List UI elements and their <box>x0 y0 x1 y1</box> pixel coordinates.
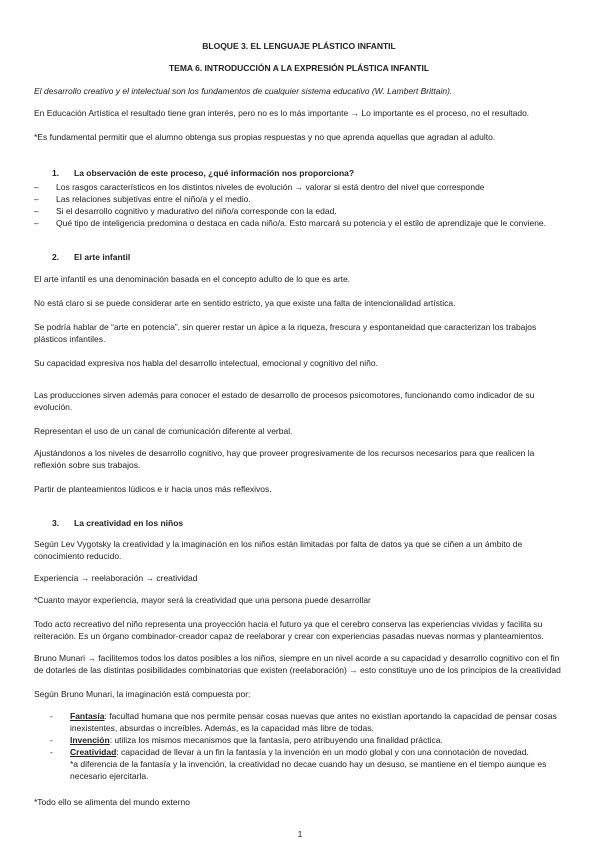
topic-title: TEMA 6. INTRODUCCIÓN A LA EXPRESIÓN PLÁSTICA INFANTIL <box>168 63 430 73</box>
paragraph: Partir de planteamientos lúdicos e ir hacia unos más reflexivos. <box>34 484 272 494</box>
block-title: BLOQUE 3. EL LENGUAJE PLÁSTICO INFANTIL <box>202 41 396 51</box>
list-item: - Fantasía: facultad humana que nos permite pensar cosas nuevas que antes no existían aportando la capacidad de pensar cosas inexistentes, absurdas o increíbles. Además, es la capacidad más libre de todas. <box>50 711 557 733</box>
list-item: - Creatividad: capacidad de llevar a un fin la fantasía y la invención en un modo global y con una connotación de novedad. *a diferencia de la fantasía y la invención, la creatividad no decae cuando hay un desuso, se mantiene en el tiempo aunque es necesario ejercitarla. <box>50 747 547 781</box>
section-1-number: 1. <box>52 168 60 178</box>
list-item: – Qué tipo de inteligencia predomina o destaca en cada niño/a. Esto marcará su potencia y el estilo de aprendizaje que le conviene. <box>34 218 547 228</box>
section-3-heading <box>52 517 564 529</box>
intro-paragraph-2: *Es fundamental permitir que el alumno obtenga sus propias respuestas y no que aprenda aquellas que agradan al adulto. <box>34 132 496 142</box>
section-3-number: 3. <box>52 518 60 528</box>
paragraph: Ajustándonos a los niveles de desarrollo cognitivo, hay que proveer progresivamente de los recursos necesarios para que realicen la reflexión sobre sus trabajos. <box>34 448 535 470</box>
epigraph-quote: El desarrollo creativo y el intelectual son los fundamentos de cualquier sistema educativo (W. Lambert Brittain). <box>34 86 453 96</box>
paragraph: Todo acto recreativo del niño representa una proyección hacia el futuro ya que el cerebro conserva las experiencias vividas y facilita su reiteración. Es un órgano combinador-creador capaz de reelaborar y crear con experiencias pasadas nuevas normas y planteamientos. <box>34 619 544 641</box>
list-item: – Las relaciones subjetivas entre el niño/a y el medio. <box>34 194 251 204</box>
section-3-title: La creatividad en los niños <box>74 518 184 528</box>
creativity-note: *a diferencia de la fantasía y la invención, la creatividad no decae cuando hay un desuso, se mantiene en el tiempo aunque es necesario ejercitarla. <box>70 759 547 781</box>
section-1-heading <box>52 167 564 179</box>
paragraph: Según Bruno Munari, la imaginación está compuesta por: <box>34 689 251 699</box>
list-item: - Invención: utiliza los mismos mecanismos que la fantasía, pero atribuyendo una finalidad práctica. <box>50 735 443 745</box>
paragraph: Bruno Munari → facilitemos todos los datos posibles a los niños, siempre en un nivel acorde a su capacidad y desarrollo cognitivo con el fin de dotarles de las distintas posibilidades combinatorias que existen (reelaboración) → esto constituye uno de los principios de la creatividad <box>34 653 561 675</box>
section-2-number: 2. <box>52 252 60 262</box>
list-item: – Los rasgos característicos en los distintos niveles de evolución → valorar si está dentro del nivel que corresponde <box>34 182 485 192</box>
section-2-title: El arte infantil <box>74 252 131 262</box>
section-2-heading <box>52 251 564 263</box>
intro-paragraph-1: En Educación Artística el resultado tiene gran interés, pero no es lo más importante → Lo importante es el proceso, no el resultado. <box>34 108 530 118</box>
term-invencion: Invención <box>70 735 110 745</box>
paragraph: No está claro si se puede considerar arte en sentido estricto, ya que existe una falta de intencionalidad artística. <box>34 298 456 308</box>
closing-note: *Todo ello se alimenta del mundo externo <box>34 797 190 807</box>
paragraph: Según Lev Vygotsky la creatividad y la imaginación en los niños están limitadas por falta de datos ya que se ciñen a un ámbito de conocimiento reducido. <box>34 539 523 561</box>
paragraph: *Cuanto mayor experiencia, mayor será la creatividad que una persona puede desarrollar <box>34 595 371 605</box>
section-1-list <box>34 181 564 229</box>
imagination-components-list <box>34 710 564 782</box>
document-page <box>34 40 564 808</box>
section-1-title: La observación de este proceso, ¿qué información nos proporciona? <box>74 168 355 178</box>
term-creatividad: Creatividad <box>70 747 117 757</box>
paragraph: Su capacidad expresiva nos habla del desarrollo intelectual, emocional y cognitivo del niño. <box>34 358 378 368</box>
term-fantasia: Fantasía <box>70 711 105 721</box>
paragraph: Experiencia → reelaboración → creatividad <box>34 573 198 583</box>
page-number: 1 <box>297 829 303 839</box>
list-item: – Si el desarrollo cognitivo y madurativo del niño/a corresponde con la edad. <box>34 206 337 216</box>
paragraph: Representan el uso de un canal de comunicación diferente al verbal. <box>34 426 293 436</box>
paragraph: El arte infantil es una denominación basada en el concepto adulto de lo que es arte. <box>34 274 351 284</box>
paragraph: Se podría hablar de “arte en potencia”, sin querer restar un ápice a la riqueza, frescura y espontaneidad que caracterizan los trabajos plásticos infantiles. <box>34 322 537 344</box>
paragraph: Las producciones sirven además para conocer el estado de desarrollo de procesos psicomotores, funcionando como indicador de su evolución. <box>34 390 535 412</box>
